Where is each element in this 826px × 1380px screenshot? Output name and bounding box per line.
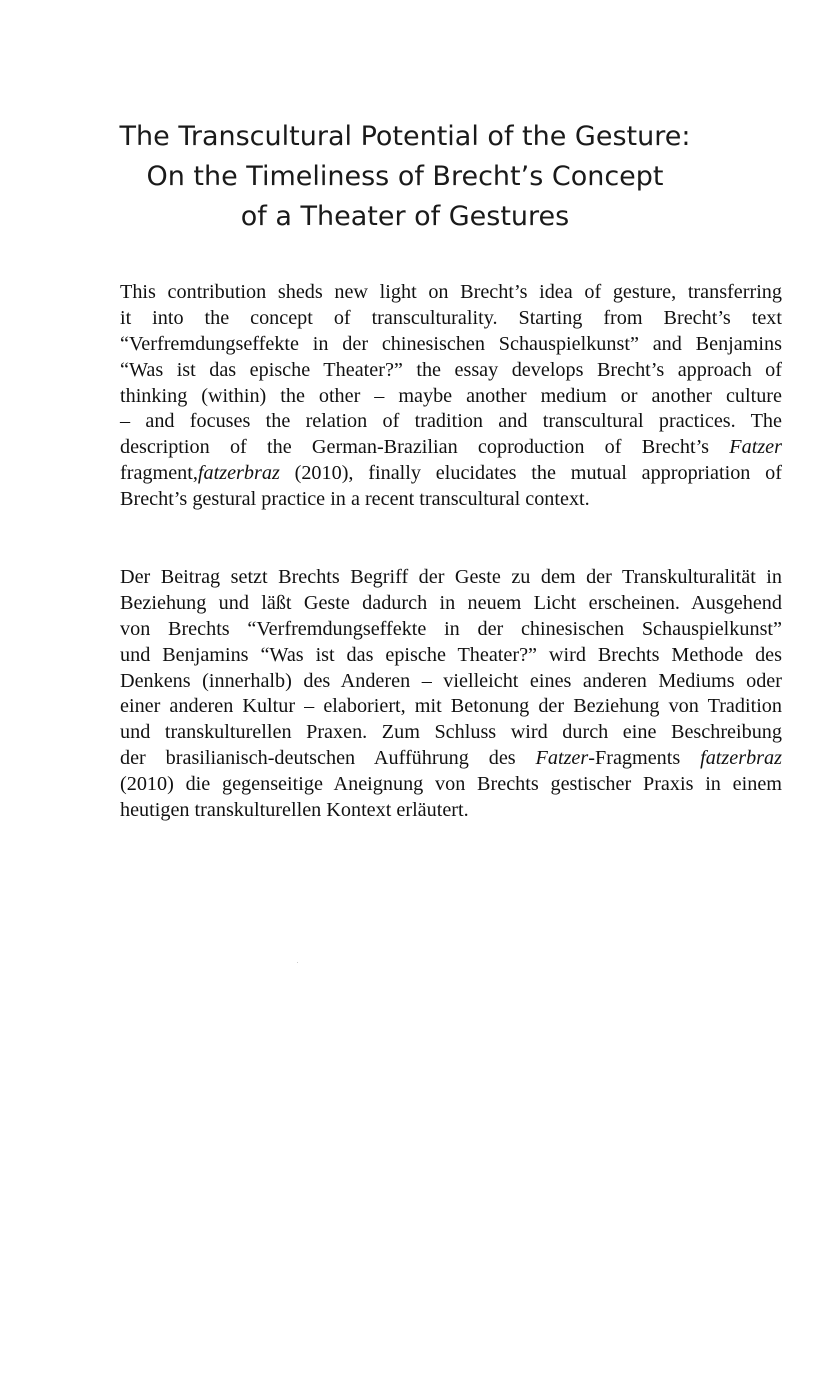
abstract-en-line: – and focuses the relation of tradition and transcultural practices. The <box>120 410 782 433</box>
abstract-de-text: der brasilianisch-deutschen Aufführung des <box>120 747 516 770</box>
title-line-2: On the Timeliness of Brecht’s Concept <box>146 161 664 192</box>
abstract-en-line: thinking (within) the other – maybe another medium or another culture <box>120 384 782 407</box>
title-line-3: of a Theater of Gestures <box>240 201 570 232</box>
article-title <box>110 117 700 237</box>
abstract-de-line: heutigen transkulturellen Kontext erläutert. <box>120 799 469 822</box>
abstract-de-line: Beziehung und läßt Geste dadurch in neuem Licht erscheinen. Ausgehend <box>120 591 782 614</box>
abstract-english <box>120 280 782 513</box>
abstract-en-text: fragment, <box>120 462 198 485</box>
work-title-fatzerbraz: fatzerbraz <box>700 747 782 770</box>
abstract-en-line: it into the concept of transculturality. Starting from Brecht’s text <box>120 306 782 329</box>
abstract-de-line: (2010) die gegenseitige Aneignung von Brechts gestischer Praxis in einem <box>120 773 782 796</box>
abstract-de-line: und Benjamins “Was ist das epische Theater?” wird Brechts Methode des <box>120 643 782 666</box>
abstract-en-line <box>120 461 782 487</box>
abstract-en-line: This contribution sheds new light on Brecht’s idea of gesture, transferring <box>120 281 782 303</box>
abstract-de-line: und transkulturellen Praxen. Zum Schluss wird durch eine Beschreibung <box>120 721 782 744</box>
abstract-german <box>120 565 782 824</box>
abstract-en-line <box>120 435 782 461</box>
work-title-fatzer: Fatzer <box>535 747 589 770</box>
work-title-fatzer: Fatzer <box>729 436 783 459</box>
title-line-1: The Transcultural Potential of the Gesture: <box>119 121 691 152</box>
abstract-de-line <box>120 746 782 772</box>
abstract-en-line: “Verfremdungseffekte in der chinesischen Schauspielkunst” and Benjamins <box>120 332 782 355</box>
abstract-en-line: Brecht’s gestural practice in a recent transcultural context. <box>120 488 590 511</box>
abstract-de-line: einer anderen Kultur – elaboriert, mit Betonung der Beziehung von Tradition <box>120 695 782 718</box>
abstract-de-line: Der Beitrag setzt Brechts Begriff der Geste zu dem der Transkulturalität in <box>120 566 782 588</box>
scan-speck <box>297 962 298 963</box>
work-title-fatzerbraz: fatzerbraz <box>197 462 280 485</box>
abstract-de-line: Denkens (innerhalb) des Anderen – vielleicht eines anderen Mediums oder <box>120 669 782 692</box>
abstract-de-text: -Fragments <box>588 747 681 770</box>
abstract-en-line: “Was ist das epische Theater?” the essay develops Brecht’s approach of <box>120 358 782 381</box>
abstract-en-text: description of the German-Brazilian coproduction of Brecht’s <box>120 436 710 459</box>
abstract-de-line: von Brechts “Verfremdungseffekte in der chinesischen Schauspielkunst” <box>120 617 782 640</box>
abstract-en-text: (2010), finally elucidates the mutual appropriation of <box>279 462 782 485</box>
